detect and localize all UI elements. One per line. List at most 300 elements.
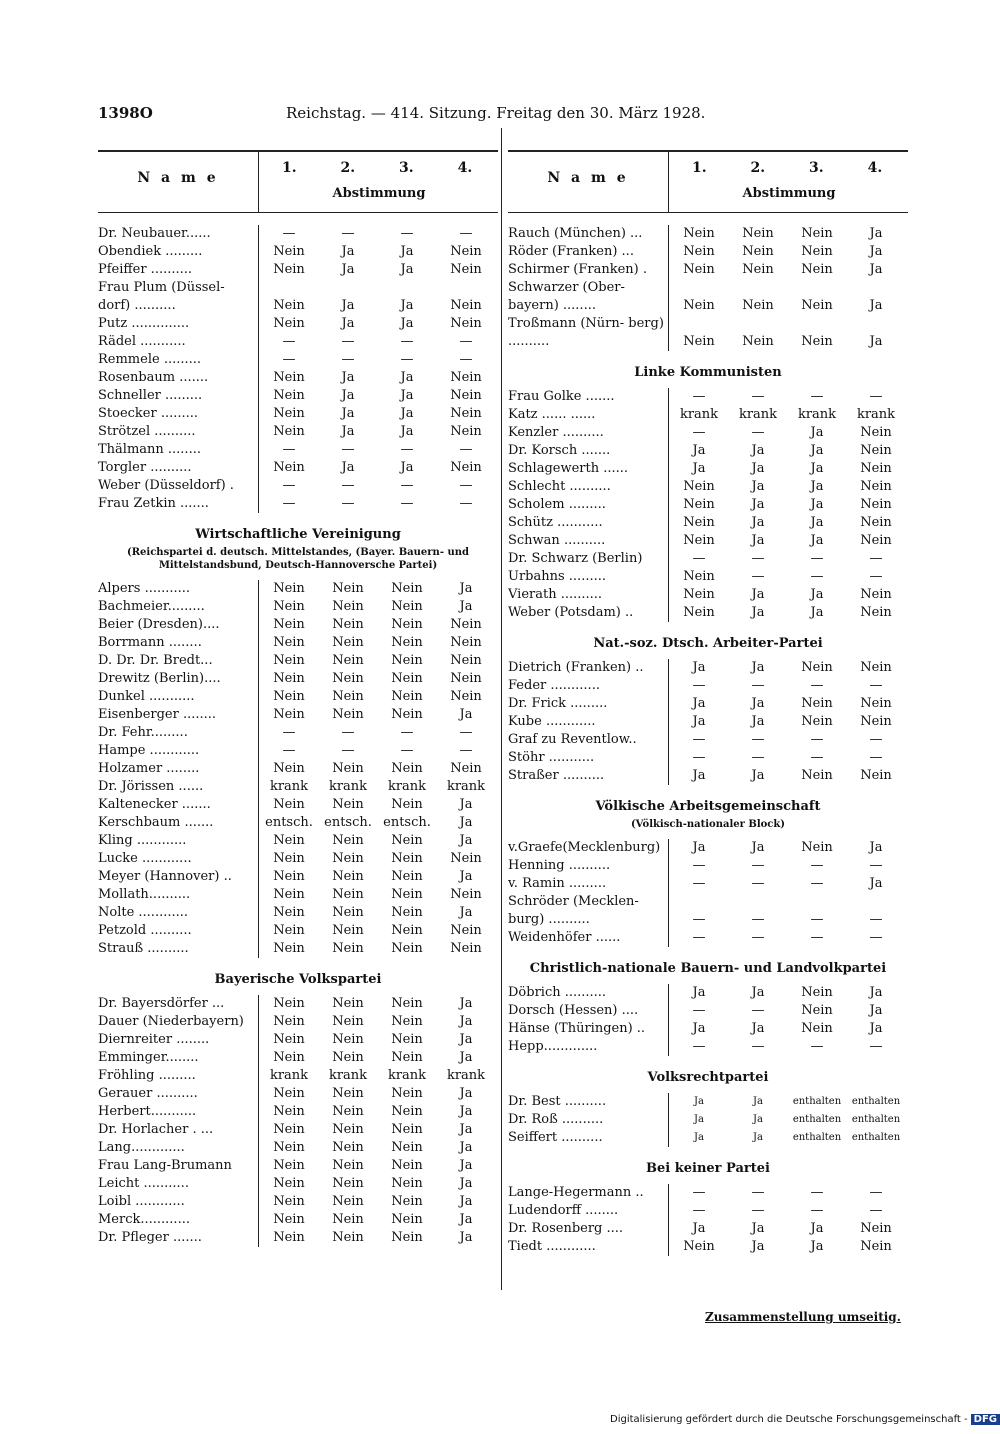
table-row [98, 1193, 498, 1211]
vote-2: — [751, 876, 765, 891]
vote-3: Nein [391, 1104, 423, 1119]
vote-1: — [692, 858, 706, 873]
table-row [508, 1202, 908, 1220]
table-row [508, 857, 908, 875]
table-row [98, 742, 498, 760]
vote-4: Nein [860, 714, 892, 729]
vote-4: Ja [869, 1003, 883, 1018]
vote-2: Ja [753, 1114, 763, 1125]
table-row [508, 1220, 908, 1238]
member-name: Scholem ......... [508, 497, 606, 512]
vote-3: Nein [391, 707, 423, 722]
vote-1: Nein [273, 996, 305, 1011]
vote-4: Ja [459, 1212, 473, 1227]
vote-rows [508, 388, 908, 622]
member-name: Holzamer ........ [98, 761, 200, 776]
member-name: Frau Zetkin ....... [98, 496, 209, 511]
vote-2: — [751, 858, 765, 873]
vote-2: Nein [332, 833, 364, 848]
section-title: Christlich-nationale Bauern- und Landvolkpartei [529, 961, 887, 976]
table-header [508, 152, 908, 213]
member-name: Lucke ............ [98, 851, 192, 866]
vote-4: Nein [450, 244, 482, 259]
vote-1: Nein [273, 689, 305, 704]
table-row [98, 850, 498, 868]
vote-2: Ja [751, 1021, 765, 1036]
table-row [508, 514, 908, 532]
member-name: Weber (Düsseldorf) . [98, 478, 234, 493]
vote-4: Nein [860, 425, 892, 440]
vote-1: Nein [273, 581, 305, 596]
vote-2: Ja [751, 1221, 765, 1236]
table-row [98, 1103, 498, 1121]
section-spacer [98, 213, 498, 225]
table-row [98, 1139, 498, 1157]
vote-4: Ja [459, 1176, 473, 1191]
vote-3: — [810, 1185, 824, 1200]
table-row [98, 1229, 498, 1247]
table-row [98, 1121, 498, 1139]
table-row [508, 893, 908, 929]
member-name: Seiffert .......... [508, 1130, 603, 1145]
vote-2: Ja [341, 370, 355, 385]
vote-number-2: 2. [340, 160, 356, 176]
vote-2: Nein [332, 581, 364, 596]
member-name: Kenzler .......... [508, 425, 604, 440]
vote-rows [98, 225, 498, 513]
table-row [98, 333, 498, 351]
vote-4: Ja [459, 996, 473, 1011]
vote-3: Nein [391, 1014, 423, 1029]
vote-4: Nein [450, 424, 482, 439]
member-name: Schirmer (Franken) . [508, 262, 648, 277]
member-name: Schlecht .......... [508, 479, 611, 494]
vote-3: Ja [810, 533, 824, 548]
vote-1: Nein [683, 569, 715, 584]
vote-3: Ja [400, 424, 414, 439]
table-row [508, 1020, 908, 1038]
vote-2: — [751, 1039, 765, 1054]
vote-4: Nein [450, 388, 482, 403]
vote-3: Nein [391, 1086, 423, 1101]
vote-2: — [751, 930, 765, 945]
vote-rows [508, 225, 908, 351]
table-row [508, 731, 908, 749]
vote-1: — [692, 876, 706, 891]
vote-1: Nein [273, 1050, 305, 1065]
vote-3: Nein [391, 1158, 423, 1173]
vote-1: Ja [692, 768, 706, 783]
vote-2: Nein [332, 1176, 364, 1191]
vote-2: — [341, 725, 355, 740]
member-name: Rosenbaum ....... [98, 370, 209, 385]
vote-4: Ja [459, 1122, 473, 1137]
vote-4: — [459, 478, 473, 493]
column-header-abstimmung: Abstimmung [742, 186, 836, 201]
member-name: Dr. Neubauer...... [98, 226, 211, 241]
vote-1: Ja [692, 1021, 706, 1036]
table-row [98, 225, 498, 243]
vote-1: Nein [273, 424, 305, 439]
vote-1: — [282, 334, 296, 349]
vote-4: — [459, 743, 473, 758]
member-name: Diernreiter ........ [98, 1032, 210, 1047]
table-row [508, 1238, 908, 1256]
table-row [508, 604, 908, 622]
vote-3: krank [387, 1068, 427, 1083]
table-row [98, 886, 498, 904]
vote-4: — [869, 1039, 883, 1054]
member-name: Schröder (Mecklen- burg) .......... [508, 894, 639, 927]
vote-2: Ja [341, 262, 355, 277]
vote-2: Nein [742, 226, 774, 241]
vote-4: Nein [860, 1239, 892, 1254]
vote-number-1: 1. [281, 160, 297, 176]
vote-1: Nein [273, 635, 305, 650]
table-row [98, 459, 498, 477]
vote-1: Nein [273, 1176, 305, 1191]
vote-3: — [810, 551, 824, 566]
vote-3: — [810, 389, 824, 404]
vote-number-4: 4. [457, 160, 473, 176]
member-name: v. Ramin ......... [508, 876, 607, 891]
vote-4: — [869, 930, 883, 945]
member-name: Obendiek ......... [98, 244, 203, 259]
vote-3: — [400, 725, 414, 740]
vote-4: Nein [860, 768, 892, 783]
section-title: Wirtschaftliche Vereinigung [195, 527, 401, 542]
member-name: Herbert........... [98, 1104, 197, 1119]
vote-3: Ja [810, 461, 824, 476]
vote-2: Ja [751, 605, 765, 620]
vote-4: Ja [459, 833, 473, 848]
vote-4: Ja [459, 599, 473, 614]
vote-1: Nein [273, 833, 305, 848]
vote-3: Nein [391, 905, 423, 920]
vote-4: enthalten [851, 1114, 901, 1125]
member-name: Strauß .......... [98, 941, 189, 956]
vote-3: Ja [810, 1239, 824, 1254]
vote-3: Nein [801, 298, 833, 313]
vote-4: Nein [860, 587, 892, 602]
member-name: Drewitz (Berlin).... [98, 671, 221, 686]
column-header-name: N a m e [137, 170, 219, 186]
section-spacer [508, 213, 908, 225]
vote-4: Ja [459, 707, 473, 722]
vote-4: Ja [459, 1032, 473, 1047]
vote-4: — [869, 1185, 883, 1200]
vote-4: Nein [860, 443, 892, 458]
table-row [98, 1049, 498, 1067]
vote-1: Nein [273, 869, 305, 884]
vote-1: — [282, 226, 296, 241]
vote-2: Nein [332, 761, 364, 776]
vote-2: Ja [341, 298, 355, 313]
vote-3: enthalten [792, 1114, 842, 1125]
vote-rows [508, 659, 908, 785]
vote-rows [98, 995, 498, 1247]
vote-4: Nein [450, 262, 482, 277]
member-name: v.Graefe(Mecklenburg) [508, 840, 661, 855]
member-name: Torgler .......... [98, 460, 192, 475]
vote-2: Ja [341, 460, 355, 475]
vote-3: Ja [400, 262, 414, 277]
vote-2: Nein [742, 262, 774, 277]
vote-4: Nein [450, 761, 482, 776]
vote-2: — [751, 551, 765, 566]
vote-3: Nein [801, 660, 833, 675]
page-number: 1398O [98, 104, 153, 122]
vote-3: Ja [810, 425, 824, 440]
vote-4: Ja [459, 797, 473, 812]
vote-2: Ja [751, 768, 765, 783]
vote-3: krank [387, 779, 427, 794]
table-row [508, 279, 908, 315]
vote-4: — [459, 496, 473, 511]
vote-number-3: 3. [809, 160, 824, 176]
table-row [98, 796, 498, 814]
vote-3: Nein [391, 851, 423, 866]
vote-1: Nein [273, 617, 305, 632]
table-row [98, 1175, 498, 1193]
table-row [508, 460, 908, 478]
vote-4: — [459, 725, 473, 740]
vote-3: enthalten [792, 1096, 842, 1107]
section-title: Völkische Arbeitsgemeinschaft [595, 799, 821, 814]
vote-3: Nein [391, 581, 423, 596]
member-name: Putz .............. [98, 316, 190, 331]
member-name: Rauch (München) ... [508, 226, 643, 241]
vote-3: Nein [391, 671, 423, 686]
vote-4: Nein [450, 298, 482, 313]
vote-2: Nein [332, 941, 364, 956]
member-name: Döbrich .......... [508, 985, 607, 1000]
vote-3: Nein [391, 1212, 423, 1227]
vote-4: Nein [860, 1221, 892, 1236]
vote-2: Nein [332, 1122, 364, 1137]
vote-2: krank [328, 1068, 368, 1083]
left-column [98, 150, 498, 1247]
vote-2: Nein [332, 1014, 364, 1029]
vote-4: — [869, 912, 883, 927]
vote-4: Ja [869, 985, 883, 1000]
vote-1: krank [269, 1068, 309, 1083]
vote-3: Ja [810, 479, 824, 494]
table-row [98, 670, 498, 688]
vote-3: — [400, 352, 414, 367]
vote-2: — [341, 442, 355, 457]
vote-3: enthalten [792, 1132, 842, 1143]
section-title: Bei keiner Partei [646, 1161, 770, 1176]
header-divider [258, 152, 259, 212]
vote-1: Nein [273, 1014, 305, 1029]
member-name: Hampe ............ [98, 743, 200, 758]
vote-1: Nein [273, 1032, 305, 1047]
member-name: D. Dr. Dr. Bredt... [98, 653, 213, 668]
vote-1: Ja [692, 461, 706, 476]
table-row [98, 279, 498, 315]
vote-2: Ja [751, 840, 765, 855]
table-row [508, 478, 908, 496]
vote-1: Nein [273, 671, 305, 686]
member-name: Kling ............ [98, 833, 187, 848]
table-row [508, 984, 908, 1002]
vote-1: Nein [273, 707, 305, 722]
vote-2: Ja [751, 660, 765, 675]
vote-1: — [282, 478, 296, 493]
vote-4: Ja [459, 1158, 473, 1173]
table-row [98, 598, 498, 616]
vote-4: Ja [459, 815, 473, 830]
table-row [508, 839, 908, 857]
vote-2: — [341, 334, 355, 349]
vote-4: — [869, 732, 883, 747]
member-name: Katz ...... ...... [508, 407, 596, 422]
vote-3: Ja [400, 406, 414, 421]
table-row [508, 388, 908, 406]
member-name: Dauer (Niederbayern) [98, 1014, 244, 1029]
vote-4: Nein [860, 533, 892, 548]
vote-2: — [341, 478, 355, 493]
member-name: Kaltenecker ....... [98, 797, 211, 812]
member-name: Dr. Roß .......... [508, 1112, 604, 1127]
vote-3: — [400, 226, 414, 241]
table-row [508, 424, 908, 442]
vote-4: enthalten [851, 1096, 901, 1107]
member-name: Rädel ........... [98, 334, 186, 349]
member-name: Remmele ......... [98, 352, 202, 367]
vote-4: Nein [860, 497, 892, 512]
vote-4: Ja [459, 1140, 473, 1155]
vote-2: Nein [332, 797, 364, 812]
vote-1: Nein [273, 923, 305, 938]
table-row [98, 1211, 498, 1229]
member-name: Dr. Fehr......... [98, 725, 188, 740]
footnote: Zusammenstellung umseitig. [705, 1310, 901, 1324]
vote-2: Nein [332, 1104, 364, 1119]
member-name: Schütz ........... [508, 515, 603, 530]
vote-rows [508, 984, 908, 1056]
member-name: Merck............ [98, 1212, 190, 1227]
table-row [508, 550, 908, 568]
member-name: Borrmann ........ [98, 635, 202, 650]
vote-numbers [260, 160, 498, 180]
vote-1: Nein [273, 851, 305, 866]
vote-1: — [282, 725, 296, 740]
vote-1: — [692, 1039, 706, 1054]
vote-1: Ja [692, 660, 706, 675]
vote-2: Nein [332, 851, 364, 866]
vote-1: Nein [273, 370, 305, 385]
dfg-logo: DFG [971, 1414, 1000, 1425]
vote-3: Nein [391, 833, 423, 848]
table-row [508, 315, 908, 351]
member-name: Loibl ............ [98, 1194, 185, 1209]
member-name: Weidenhöfer ...... [508, 930, 621, 945]
credit-text: Digitalisierung gefördert durch die Deutsche Forschungsgemeinschaft - [610, 1414, 968, 1425]
vote-2: Ja [341, 424, 355, 439]
table-row [508, 677, 908, 695]
vote-1: Nein [273, 262, 305, 277]
vote-4: — [459, 226, 473, 241]
member-name: Tiedt ............ [508, 1239, 596, 1254]
vote-4: Ja [869, 262, 883, 277]
vote-1: Nein [273, 1194, 305, 1209]
table-row [98, 922, 498, 940]
vote-2: Nein [332, 1050, 364, 1065]
member-name: Gerauer .......... [98, 1086, 198, 1101]
member-name: Dunkel ........... [98, 689, 195, 704]
vote-1: Nein [683, 226, 715, 241]
vote-4: Ja [869, 298, 883, 313]
member-name: Schlagewerth ...... [508, 461, 629, 476]
vote-3: Ja [400, 298, 414, 313]
table-row [98, 688, 498, 706]
vote-4: — [869, 389, 883, 404]
table-row [508, 496, 908, 514]
vote-2: Ja [753, 1096, 763, 1107]
vote-3: Nein [801, 768, 833, 783]
vote-3: — [400, 478, 414, 493]
table-row [98, 814, 498, 832]
table-row [508, 243, 908, 261]
vote-3: — [810, 732, 824, 747]
table-row [98, 616, 498, 634]
vote-4: Nein [450, 851, 482, 866]
table-row [508, 695, 908, 713]
vote-4: Ja [459, 1050, 473, 1065]
vote-1: Nein [683, 533, 715, 548]
vote-number-2: 2. [750, 160, 766, 176]
vote-4: Ja [869, 334, 883, 349]
vote-1: Nein [273, 1230, 305, 1245]
vote-rows [508, 1093, 908, 1147]
member-name: Dr. Rosenberg .... [508, 1221, 624, 1236]
vote-1: Ja [692, 985, 706, 1000]
vote-1: — [692, 1203, 706, 1218]
vote-2: Ja [751, 515, 765, 530]
right-column [508, 150, 908, 1256]
table-row [98, 261, 498, 279]
member-name: Schwan .......... [508, 533, 606, 548]
vote-2: Nein [742, 334, 774, 349]
member-name: Dr. Korsch ....... [508, 443, 611, 458]
vote-1: Nein [683, 515, 715, 530]
vote-2: Nein [332, 635, 364, 650]
member-name: Strötzel .......... [98, 424, 196, 439]
vote-2: Ja [751, 479, 765, 494]
vote-2: Nein [332, 1086, 364, 1101]
vote-4: enthalten [851, 1132, 901, 1143]
vote-3: Nein [801, 244, 833, 259]
vote-4: Ja [459, 869, 473, 884]
vote-4: Ja [869, 840, 883, 855]
vote-4: Nein [450, 406, 482, 421]
table-row [98, 832, 498, 850]
vote-2: Ja [341, 316, 355, 331]
member-name: Ludendorff ........ [508, 1203, 619, 1218]
table-row [98, 423, 498, 441]
table-row [508, 1111, 908, 1129]
vote-3: — [400, 334, 414, 349]
vote-3: Nein [391, 635, 423, 650]
vote-4: — [869, 750, 883, 765]
vote-1: Ja [694, 1132, 704, 1143]
vote-1: — [282, 352, 296, 367]
vote-1: Nein [273, 1212, 305, 1227]
member-name: Pfeiffer .......... [98, 262, 193, 277]
vote-1: Nein [273, 298, 305, 313]
